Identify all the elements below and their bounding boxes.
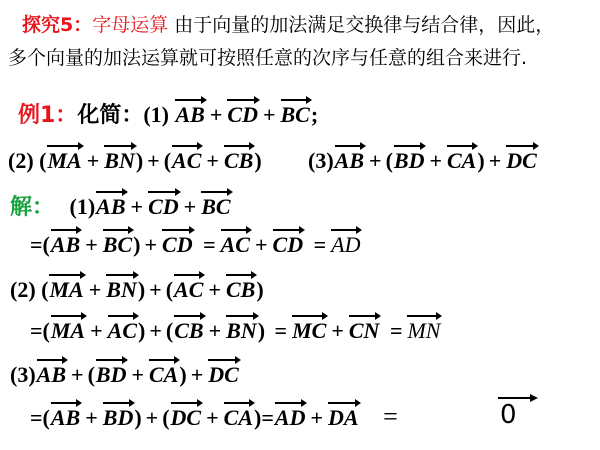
zero-vector-arrowhead — [530, 394, 538, 402]
problem-2: (2) ( MA + BN) + ( AC + CB) — [8, 148, 262, 174]
intro-line-2: 多个向量的加法运算就可按照任意的次序与任意的组合来进行. — [8, 47, 528, 69]
solution-line-4: =( MA + AC) + ( CB + BN) = MC + CN = MN — [30, 318, 441, 344]
solution-line-6: =( AB + BD) + ( DC + CA)= AD + DA = — [30, 402, 398, 431]
vector-BD: BD — [394, 148, 425, 174]
vector-AC: AC — [172, 148, 201, 174]
vector-DC: DC — [506, 148, 537, 174]
intro-line-1 — [22, 10, 554, 37]
zero-vector-arrow — [498, 397, 534, 399]
vector-AB: AB — [175, 102, 204, 128]
example-label: 例1： — [18, 103, 78, 128]
solution-line-5: (3) AB + ( BD + CA) + DC — [10, 362, 240, 388]
example-prompt: 化简： — [77, 103, 144, 128]
solution-line-3: (2) ( MA + BN) + ( AC + CB) — [10, 277, 264, 303]
zero-vector-label: 0 — [500, 400, 517, 430]
solution-line-1: 解： (1) AB + CD + BC — [10, 190, 232, 221]
vector-BN: BN — [104, 148, 135, 174]
part-1-label: (1) — [143, 102, 169, 127]
vector-CA: CA — [447, 148, 476, 174]
vector-CB: CB — [224, 148, 253, 174]
example-line: 例1：化简：(1) AB + CD + BC; — [18, 98, 318, 129]
vector-AB: AB — [335, 148, 364, 174]
problem-3: (3) AB + ( BD + CA) + DC — [308, 148, 538, 174]
vector-AD-result: AD — [331, 232, 360, 258]
intro-topic: 字母运算 — [92, 14, 169, 36]
vector-MN-result: MN — [407, 318, 440, 344]
zero-vector — [494, 394, 538, 434]
vector-MA: MA — [47, 148, 81, 174]
vector-BC: BC — [281, 102, 310, 128]
intro-label: 探究5： — [22, 14, 93, 36]
solution-label: 解： — [10, 195, 55, 220]
intro-text-1: 由于向量的加法满足交换律与结合律，因此， — [174, 14, 555, 36]
solution-line-2: =( AB + BC) + CD = AC + CD = AD — [30, 232, 361, 258]
vector-CD: CD — [227, 102, 258, 128]
